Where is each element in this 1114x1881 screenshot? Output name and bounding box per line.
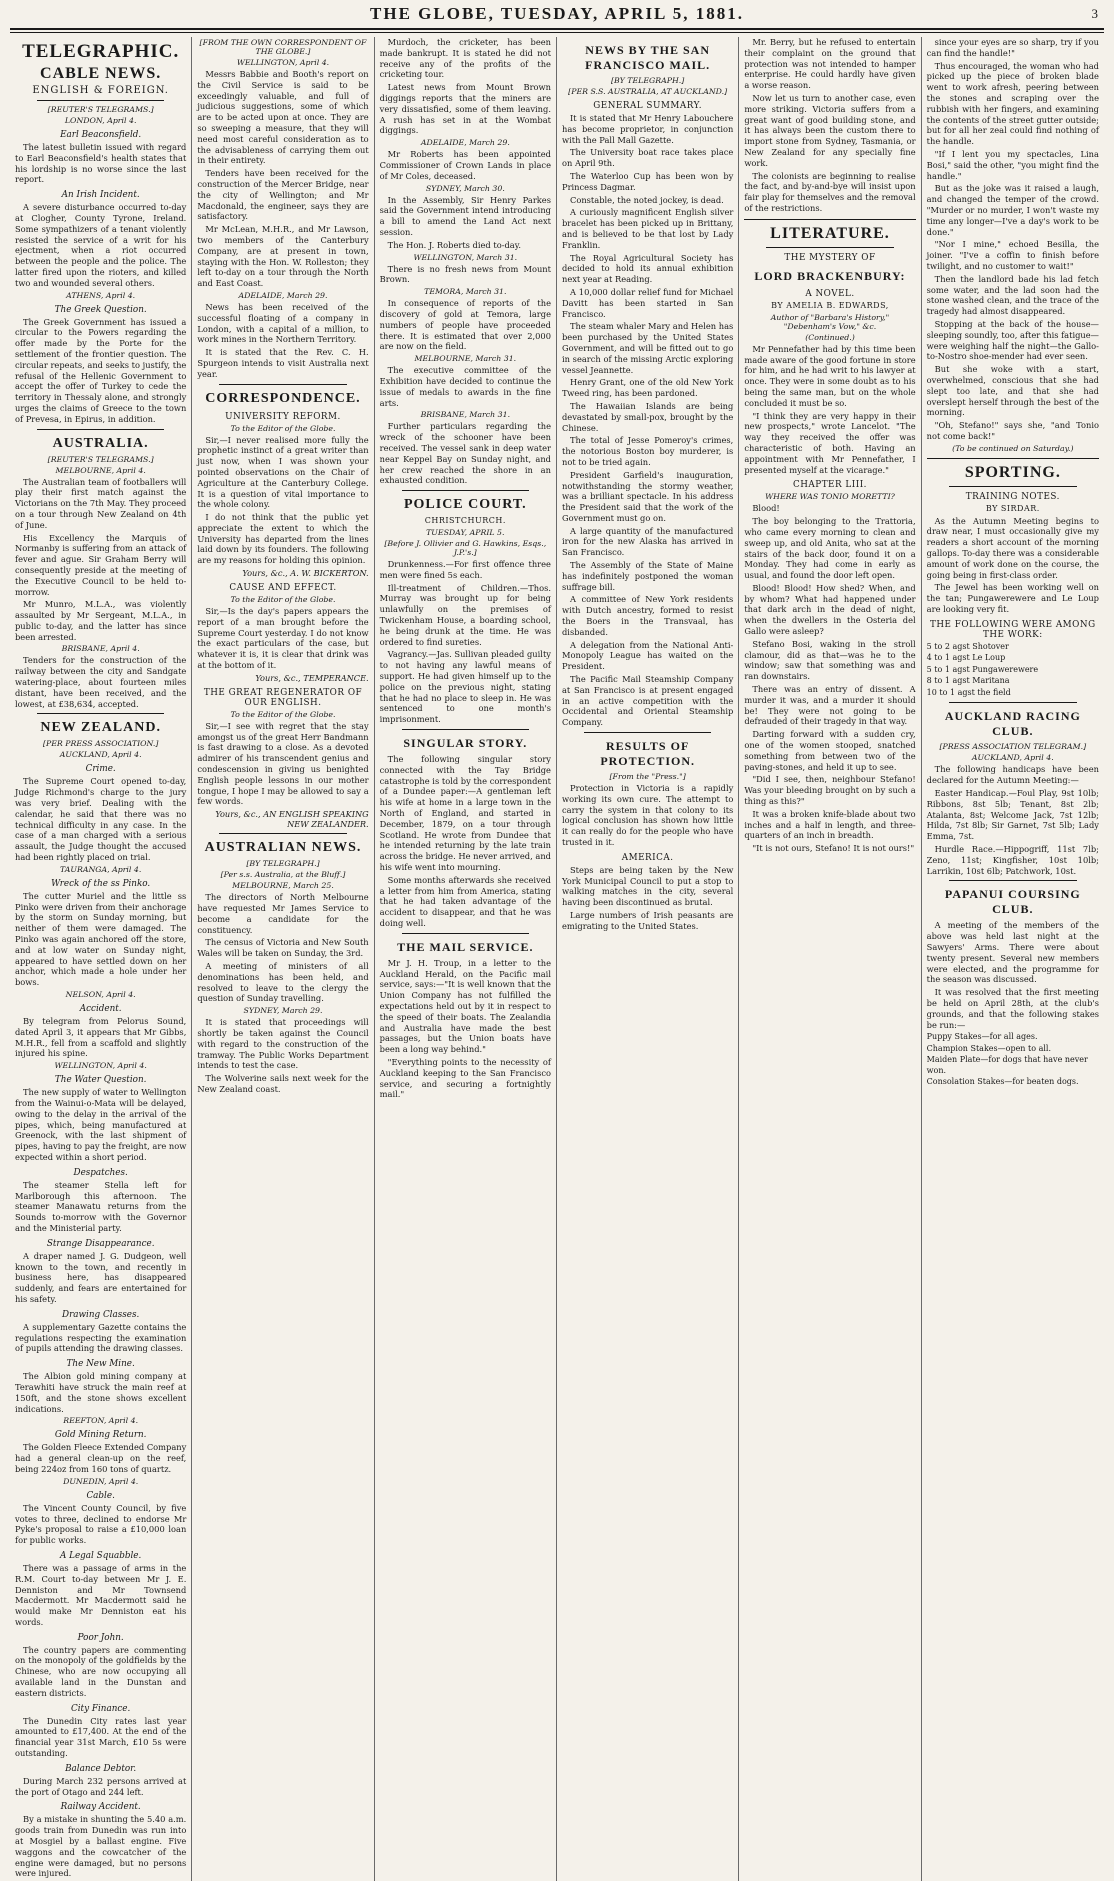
section-title-sporting: SPORTING. (964, 463, 1061, 481)
paragraph: Some months afterwards she received a letter from him from America, stating that he had taken advantage of the accident to disappear, and that he was doing well. (379, 874, 551, 928)
dateline: NELSON, April 4. (65, 990, 136, 1000)
column-1 (10, 37, 192, 1881)
article-heading: Earl Beaconsfield. (60, 130, 142, 140)
paragraph: Steps are being taken by the New York Municipal Council to put a stop to walking matches in the city, several having been discontinued as brutal. (561, 864, 734, 908)
letter-salutation: To the Editor of the Globe. (230, 423, 336, 433)
paragraph: Mr Pennefather had by this time been made aware of the good fortune in store for him, and he had writ to his lawyer at once. They were in some doubt as to his being the same man, but on the whole concluded it must be so. (744, 343, 916, 408)
paragraph: Henry Grant, one of the old New York Tweed ring, has been pardoned. (561, 377, 734, 399)
list-item: 4 to 1 agst Le Loup (926, 653, 1006, 663)
dateline: ATHENS, April 4. (66, 290, 136, 300)
paragraph: The Assembly of the State of Maine has indefinitely postponed the woman suffrage bill. (561, 560, 734, 592)
paragraph: "Oh, Stefano!" says she, "and Tonio not come back!" (926, 420, 1099, 441)
article-heading: Despatches. (73, 1167, 128, 1178)
paragraph: There was a passage of arms in the R.M. Court to-day between Mr J. E. Denniston and Mr Townsend Macdermott. Mr Macdermott said he would make Mr Denniston eat his words. (15, 1562, 187, 1627)
paragraph: The Supreme Court opened to-day, Judge Richmond's charge to the jury was very brief. Dealing with the calendar, he said that there was no technical difficulty in any case. In the case of a man charged with a serious assault, the Judge thought the accused had been rightly placed on trial. (15, 776, 187, 863)
letter-heading: UNIVERSITY REFORM. (225, 411, 341, 422)
novel-subtitle: A NOVEL. (805, 288, 855, 299)
byline: BY SIRDAR. (985, 503, 1040, 513)
divider (37, 100, 164, 101)
paragraph: It is stated that the Rev. C. H. Spurgeon intends to visit Australia next year. (197, 347, 369, 379)
column-5 (739, 37, 921, 1881)
divider (219, 384, 346, 385)
paragraph: "It is not ours, Stefano! It is not ours!" (752, 843, 915, 854)
page-number: 3 (1091, 6, 1098, 21)
columns (10, 37, 1104, 1879)
article-heading: GENERAL SUMMARY. (593, 101, 703, 111)
column-4 (557, 37, 739, 1881)
paragraph: The country papers are commenting on the monopoly of the goldfields by the Chinese, who are now occupying all available land in the Dunstan and eastern districts. (15, 1644, 187, 1698)
dateline: REEFTON, April 4. (63, 1416, 139, 1426)
continued-note: (To be continued on Saturday.) (952, 443, 1074, 453)
paragraph: Large numbers of Irish peasants are emigrating to the United States. (561, 910, 734, 931)
paragraph: I do not think that the public yet appreciate the extent to which the University has departed from the lines laid down by its founders. The following are my reasons for holding this opinion. (197, 512, 369, 566)
article-heading: AMERICA. (621, 852, 674, 863)
source-note: [PRESS ASSOCIATION TELEGRAM.] (939, 742, 1087, 752)
article-heading: Gold Mining Return. (54, 1430, 147, 1441)
dateline: MELBOURNE, March 25. (232, 881, 334, 891)
paragraph: Thus encouraged, the woman who had picked up the piece of broken blade went to work afresh, peering between the stones and scraping over the rubbish with her fingers, and examining the contents of the street gutter outside; but for all her zeal could find nothing of the handle. (926, 60, 1099, 147)
divider (402, 729, 529, 730)
article-heading: TRAINING NOTES. (965, 491, 1060, 502)
paragraph: The Wolverine sails next week for the New Zealand coast. (197, 1073, 369, 1094)
dateline: SYDNEY, March 29. (243, 1006, 323, 1016)
section-title-auckland-racing-club: AUCKLAND RACING CLUB. (944, 709, 1081, 739)
paragraph: In consequence of reports of the discovery of gold at Temora, large numbers of people have proceeded there. It is estimated that over 2,000 are now on the field. (379, 298, 551, 352)
novel-author: BY AMELIA B. EDWARDS, (771, 300, 889, 310)
dateline: MELBOURNE, April 4. (55, 465, 146, 475)
masthead-title: THE GLOBE, TUESDAY, APRIL 5, 1881. (370, 4, 744, 23)
paragraph: The executive committee of the Exhibition have decided to continue the issue of medals to awards in the fine arts. (379, 365, 551, 408)
list-item: Consolation Stakes—for beaten dogs. (926, 1077, 1079, 1087)
dateline: TUESDAY, APRIL 5. (426, 528, 505, 538)
section-title-results-of-protection: RESULTS OF PROTECTION. (600, 739, 695, 769)
dateline: TAURANGA, April 4. (59, 864, 142, 874)
divider (949, 702, 1077, 703)
paragraph: Sir,—Is the day's papers appears the report of a man brought before the Supreme Court yesterday. I do not know the exact particulars of the case, but whatever it is, it is clear that drink was at the bottom of it. (197, 606, 369, 671)
paragraph: "Everything points to the necessity of Auckland keeping to the San Francisco service, and securing a fortnightly mail." (379, 1056, 551, 1100)
dateline: WELLINGTON, April 4. (236, 58, 330, 67)
paragraph: The cutter Muriel and the little ss Pinko were driven from their anchorage by the storm on Sunday morning, but neither of them were damaged. The Pinko was again anchored off the store, and at low water on Sunday night, appeared to have settled down on her anchor, which made a hole under her bows. (15, 890, 187, 988)
list-item: Champion Stakes—open to all. (926, 1043, 1051, 1053)
paragraph: The steam whaler Mary and Helen has been purchased by the United States Government, and will be fitted out to go in search of the missing Arctic exploring vessel Jeannette. (561, 321, 734, 375)
dateline: SYDNEY, March 30. (425, 183, 505, 193)
paragraph: Vagrancy.—Jas. Sullivan pleaded guilty to not having any lawful means of support. He had given himself up to the police on the previous night, stating that he had no place to sleep in. He was sentenced to one month's imprisonment. (379, 649, 551, 725)
paragraph: The Australian team of footballers will play their first match against the Victorians on the 7th May. They proceed on a tour through New Zealand on 4th of June. (15, 476, 187, 530)
dateline: WELLINGTON, March 31. (413, 252, 518, 262)
divider (37, 429, 164, 430)
source-note: [BY TELEGRAPH.] (610, 76, 685, 85)
paragraph: "Nor I mine," echoed Besilla, the joiner. "I've a coffin to finish before twilight, and no customer to wait!" (926, 239, 1099, 271)
divider (37, 713, 164, 714)
paragraph: The Vincent County Council, by five votes to three, declined to endorse Mr Pyke's proposal to raise a £10,000 loan for public works. (15, 1502, 187, 1546)
paragraph: Then the landlord bade his lad fetch some water, and the lad soon had the stone washed clean, and the trace of the tragedy had almost disappeared. (926, 273, 1099, 317)
paragraph: Latest news from Mount Brown diggings reports that the miners are very dissatisfied, some of them leaving. A rush has set in at the Wombat diggings. (379, 82, 551, 136)
paragraph: Messrs Babbie and Booth's report on the Civil Service is said to be exceedingly valuable, and full of judicious suggestions, some of which are to be acted upon at once. They are so sweeping a measure, that they will need most careful consideration as to the advisableness of carrying them out in their entirety. (197, 69, 369, 166)
paragraph: A large quantity of the manufactured iron for the new Alaska has arrived in San Francisco. (561, 525, 734, 558)
paragraph: It is stated that Mr Henry Labouchere has become proprietor, in conjunction with the Pall Mall Gazette. (561, 113, 734, 145)
letter-signature: Yours, &c., A. W. BICKERTON. (242, 568, 369, 579)
paragraph: Darting forward with a sudden cry, one of the women stooped, snatched something from between two of the paving-stones, and held it up to see. (744, 729, 916, 772)
article-heading: The Water Question. (54, 1075, 147, 1086)
byline: CHRISTCHURCH. (424, 516, 506, 526)
list-item: 5 to 2 agst Shotover (926, 641, 1009, 651)
paragraph: A curiously magnificent English silver bracelet has been picked up in Brittany, and is believed to be that lost by Lady Franklin. (561, 207, 734, 250)
divider (766, 247, 893, 248)
list-item: 5 to 1 agst Pungawerewere (926, 664, 1039, 674)
paragraph: A severe disturbance occurred to-day at Clogher, County Tyrone, Ireland. Some sympathizers of a tenant violently resisted the service of a writ for his ejectment, when a riot occurred between the people and the police. The latter fired upon the rioters, and killed two and wounded several others. (15, 202, 187, 288)
paragraph: Blood! Blood! How shed? When, and by whom? What had happened under that dark arch in the dead of night, when the dwellers in the Osteria del Gallo were asleep? (744, 582, 916, 637)
column-2 (192, 37, 374, 1881)
paragraph: Hurdle Race.—Hippogriff, 11st 7lb; Zeno, 11st; Kingfisher, 10st 10lb; Larrikin, 10st 6lb; Patchwork, 10st. (926, 843, 1099, 876)
chapter-heading: CHAPTER LIII. (793, 480, 867, 491)
paragraph: Protection in Victoria is a rapidly working its own cure. The attempt to carry the system in that colony to its logical conclusion has shown how little it can really do for the people who have trusted in it. (561, 783, 734, 848)
paragraph: "I think they are very happy in their new prospects," wrote Lancelot. "The way they received the offer was characteristic of both. Having an appointment with Mr Pennefather, I presented myself at the vicarage." (744, 410, 916, 475)
paragraph: The Hon. J. Roberts died to-day. (387, 239, 521, 250)
paragraph: The Albion gold mining company at Terawhiti have struck the main reef at 150ft, and the stone shows excellent indications. (15, 1371, 187, 1414)
paragraph: since your eyes are so sharp, try if you can find the handle!" (926, 37, 1099, 58)
paragraph: A meeting of the members of the above was held last night at the Sawyers' Arms. There were about twenty present. Several new members were elected, and the programme for the season was discussed. (926, 920, 1099, 985)
paragraph: The following singular story connected with the Tay Bridge catastrophe is told by the correspondent of a Dundee paper:—A gentleman left his wife at home in a large town in the North of England, and started in December, 1879, on a tour through Scotland. He wrote from Dundee that he intended returning by the late train across the bridge. He never arrived, and his wife went into mourning. (379, 754, 551, 873)
paragraph: The Royal Agricultural Society has decided to hold its annual exhibition next year at Reading. (561, 252, 734, 285)
article-heading: An Irish Incident. (61, 190, 140, 201)
paragraph: The latest bulletin issued with regard to Earl Beaconsfield's health states that his lordship is no worse since the last report. (15, 142, 187, 185)
section-title-mail-service: THE MAIL SERVICE. (397, 939, 534, 954)
section-title-new-zealand: NEW ZEALAND. (40, 720, 161, 736)
paragraph: Murdoch, the cricketer, has been made bankrupt. It is stated he did not receive any of the profits of the cricketing tour. (379, 37, 551, 80)
paragraph: There is no fresh news from Mount Brown. (379, 263, 551, 285)
paragraph: By telegram from Pelorus Sound, dated April 3, it appears that Mr Gibbs, M.H.R., fell from a scaffold and slightly injured his spine. (15, 1016, 187, 1059)
paragraph: It was a broken knife-blade about two inches and a half in length, and three-quarters of an inch in breadth. (744, 808, 916, 841)
paragraph: Mr Roberts has been appointed Commissioner of Crown Lands in place of Mr Coles, deceased. (379, 149, 551, 181)
source-note: [PER S.S. AUSTRALIA, AT AUCKLAND.] (568, 87, 728, 96)
paragraph: A supplementary Gazette contains the regulations respecting the examination of pupils attending the drawing classes. (15, 1321, 187, 1354)
paragraph: The Pacific Mail Steamship Company at San Francisco is at present engaged in an active competition with the Occidental and Oriental Steamship Company. (561, 674, 734, 728)
letter-signature: Yours, &c., AN ENGLISH SPEAKING NEW ZEALANDER. (215, 809, 369, 830)
paragraph: Stefano Bosi, waking in the stroll clamour, did as that—was he to the window; saw that something was and ran downstairs. (744, 638, 916, 682)
paragraph: A meeting of ministers of all denominations has been held, and resolved to leave to the clergy the question of Sunday travelling. (197, 961, 369, 1004)
list-item: 10 to 1 agst the field (926, 687, 1011, 697)
paragraph: The Waterloo Cup has been won by Princess Dagmar. (561, 170, 734, 192)
paragraph: The census of Victoria and New South Wales will be taken on Sunday, the 3rd. (197, 937, 369, 959)
dateline: AUCKLAND, April 4. (59, 750, 142, 760)
paragraph: Tenders have been received for the construction of the Mercer Bridge, near the city of Wellington; and Mr Macdonald, the engineer, says they are satisfactory. (197, 168, 369, 222)
dateline: LONDON, April 4. (64, 116, 137, 125)
source-note: [REUTER'S TELEGRAMS.] (47, 105, 154, 114)
paragraph: Constable, the noted jockey, is dead. (569, 194, 724, 205)
paragraph: It was resolved that the first meeting be held on April 28th, at the club's grounds, and that the following stakes be run:— (926, 987, 1099, 1030)
paragraph: "If I lent you my spectacles, Lina Bosi," said the other, "you might find the handle." (926, 148, 1099, 181)
paragraph: Sir,—I see with regret that the stay amongst us of the great Herr Bandmann is fast drawing to a close. As a devoted admirer of his transcendent genius and condescension in giving us benighted English people lessons in our mother tongue, I hope I may be allowed to say a few words. (197, 720, 369, 807)
paragraph: Tenders for the construction of the railway between the city and Sandgate watering-place, about fourteen miles distant, have been received, and the lowest, at £38,634, accepted. (15, 655, 187, 709)
paragraph: Mr J. H. Troup, in a letter to the Auckland Herald, on the Pacific mail service, says:—"It is well known that the Union Company has not fulfilled the expectations held out by it in respect to the speed of their boats. The Zealandia and Australia have made the best passages, but the Union boats have been a long way behind." (379, 957, 551, 1055)
article-heading: Balance Debtor. (65, 1763, 137, 1774)
article-heading: City Finance. (71, 1703, 131, 1714)
paragraph: The Dunedin City rates last year amounted to £17,400. At the end of the financial year 31st March, £10 5s were outstanding. (15, 1715, 187, 1759)
paragraph: The Hawaiian Islands are being devastated by small-pox, brought by the Chinese. (561, 400, 734, 433)
list-item: Puppy Stakes—for all ages. (926, 1032, 1038, 1042)
divider (402, 490, 529, 491)
paragraph: Mr. Berry, but he refused to entertain their complaint on the ground that protection was not intended to hamper enterprise. He could hardly have given a worse reason. (744, 37, 916, 91)
paragraph: A draper named J. G. Dudgeon, well known to the town, and recently in business here, has disappeared suddenly, and fears are entertained for his safety. (15, 1250, 187, 1304)
paragraph: By a mistake in shunting the 5.40 a.m. goods train from Dunedin was run into at Mosgiel by a ballast engine. Five waggons and the cowcatcher of the engine were damaged, but no persons were injured. (15, 1814, 187, 1879)
source-note: [Per s.s. Australia, at the Bluff.] (220, 870, 346, 880)
paragraph: It is stated that proceedings will shortly be taken against the Council with regard to the construction of the tramway. The Public Works Department intends to test the case. (197, 1017, 369, 1071)
paragraph: The Greek Government has issued a circular to the Powers regarding the offer made by the Porte for the settlement of the frontier question. The circular repeats, and seeks to justify, the refusal of the Hellenic Government to accept the offer of Turkey to cede the territory in Thessaly alone, and strongly urges the claims of Greece to the town of Prevesa, in Epirus, in addition. (15, 316, 187, 424)
chapter-title: WHERE WAS TONIO MORETTI? (765, 492, 895, 502)
article-heading: Wreck of the ss Pinko. (51, 878, 151, 889)
paragraph: The Golden Fleece Extended Company had a general clean-up on the reef, being 224oz from 160 tons of quartz. (15, 1442, 187, 1474)
paragraph: The Jewel has been working well on the tan; Pungawerewere and Le Loup are looking very fit. (926, 582, 1099, 615)
divider (584, 732, 711, 733)
source-note: [Before J. Ollivier and G. Hawkins, Esqs., J.P.'s.] (384, 539, 547, 558)
dateline: DUNEDIN, April 4. (63, 1476, 139, 1486)
divider (927, 458, 1099, 459)
article-heading: Drawing Classes. (62, 1309, 140, 1320)
paragraph: Easter Handicap.—Foul Play, 9st 10lb; Ribbons, 8st 5lb; Tenant, 8st 2lb; Atalanta, 8st; Welcome Jack, 7st 12lb; Hilda, 7st 8lb; Sir Garnet, 7st 5lb; Lady Emma, 7st. (926, 787, 1099, 842)
section-title-san-francisco-mail: NEWS BY THE SAN FRANCISCO MAIL. (585, 43, 711, 72)
section-title-police-court: POLICE COURT. (403, 497, 527, 513)
letter-heading: THE GREAT REGENERATOR OF OUR ENGLISH. (203, 687, 363, 708)
article-heading: A Legal Squabble. (59, 1550, 142, 1561)
paragraph: Sir,—I never realised more fully the prophetic instinct of a great writer than just now, when I was shown your pointed observations on the Chair of Agriculture at the Canterbury College. It is a question of vital importance to the whole colony. (197, 434, 369, 510)
paragraph: President Garfield's inauguration, notwithstanding the stormy weather, was a brilliant spectacle. In his address the President said that the work of the Government must go on. (561, 469, 734, 523)
paragraph: Now let us turn to another case, even more striking. Victoria suffers from a great want of good building stone, and it has always been the custom there to import stone from Sydney, Tasmania, or New Zealand for any specially fine work. (744, 92, 916, 168)
paragraph: A 10,000 dollar relief fund for Michael Davitt has been started in San Francisco. (561, 286, 734, 319)
paragraph: The new supply of water to Wellington from the Wainui-o-Mata will be delayed, owing to the delay in the arrival of the pipes, which, being manufactured at Greenock, with the last shipment of pipes, having to pay the freight, are now expected within a short period. (15, 1087, 187, 1162)
divider (949, 880, 1077, 881)
divider (949, 486, 1077, 487)
paragraph: But as the joke was it raised a laugh, and changed the temper of the crowd. "Murder or no murder, I won't waste my time any longer—I've a day's work to be done." (926, 183, 1099, 237)
paragraph: The University boat race takes place on April 9th. (561, 147, 734, 169)
paragraph: News has been received of the successful floating of a company in London, with a capital of a million, to work mines in the Northern Territory. (197, 301, 369, 345)
paragraph: But she woke with a start, overwhelmed, conscious that she had slept too late, and that she had overslept herself through the best of the morning. (926, 364, 1099, 418)
paragraph: Further particulars regarding the wreck of the schooner have been received. The vessel sank in deep water near Keppel Bay on Sunday night, and her crew reached the shore in an exhausted condition. (379, 421, 551, 486)
novel-title-prefix: THE MYSTERY OF (784, 252, 876, 263)
paragraph: His Excellency the Marquis of Normanby is suffering from an attack of fever and ague. Sir Graham Berry will consequently preside at the meeting of the Executive Council to be held to-morrow. (15, 532, 187, 597)
letter-signature: Yours, &c., TEMPERANCE. (255, 672, 369, 683)
paragraph: There was an entry of dissent. A murder it was, and a murder it should be! They were not going to be defrauded of their tragedy in that way. (744, 684, 916, 727)
divider (402, 933, 529, 934)
paragraph: The colonists are beginning to realise the fact, and by-and-bye will insist upon fair play for themselves and the removal of the restrictions. (744, 170, 916, 213)
paragraph: The total of Jesse Pomeroy's crimes, the notorious Boston boy murderer, is not to be tried again. (561, 435, 734, 467)
column-3 (375, 37, 557, 1881)
paragraph: A delegation from the National Anti-Monopoly League has waited on the President. (561, 639, 734, 672)
source-note: [BY TELEGRAPH.] (246, 859, 320, 869)
paragraph: The boy belonging to the Trattoria, who came every morning to clean and sweep up, and old Anita, who sat at the stairs of the back door, found it on a Monday. They had come in early as usual, and found the door left open. (744, 516, 916, 581)
section-title-telegraphic: TELEGRAPHIC. (22, 41, 180, 62)
paragraph: Mr McLean, M.H.R., and Mr Lawson, two members of the Canterbury Company, are at present in town, staying with the Hon. W. Rolleston; they left to-day on a tour through the North and East Coast. (197, 224, 369, 289)
section-title-australian-news: AUSTRALIAN NEWS. (204, 840, 362, 856)
source-note: [PER PRESS ASSOCIATION.] (42, 739, 159, 749)
paragraph: Ill-treatment of Children.—Thos. Murray was brought up for being unlawfully on the premises of Twickenham House, a boarding school, he being drunk at the time. He was ordered to find sureties. (379, 582, 551, 647)
list-item: 8 to 1 agst Maritana (926, 676, 1010, 686)
article-heading: The New Mine. (66, 1359, 135, 1370)
paragraph: As the Autumn Meeting begins to draw near, I must occasionally give my readers a short account of the morning gallops. To-day there was a considerable amount of work done on the course, the going being in first-class order. (926, 515, 1099, 580)
dateline: ADELAIDE, March 29. (238, 290, 328, 300)
dateline: ADELAIDE, March 29. (420, 138, 510, 148)
list-item: Maiden Plate—for dogs that have never won. (926, 1055, 1088, 1075)
paragraph: In the Assembly, Sir Henry Parkes said the Government intend introducing a bill to amend the Land Act next session. (379, 194, 551, 237)
section-title-singular-story: SINGULAR STORY. (403, 736, 528, 751)
article-heading: THE FOLLOWING WERE AMONG THE WORK: (930, 619, 1096, 640)
paragraph: The steamer Stella left for Marlborough this afternoon. The steamer Manawatu returns from the Sounds to-morrow with the Governor and the Ministerial party. (15, 1179, 187, 1233)
column-6 (922, 37, 1104, 1881)
source-note: [REUTER'S TELEGRAMS.] (47, 454, 154, 464)
paragraph: The directors of North Melbourne have requested Mr James Service to become a candidate for the constituency. (197, 892, 369, 935)
divider (219, 833, 346, 834)
letter-salutation: To the Editor of the Globe. (230, 709, 336, 719)
paragraph: The following handicaps have been declared for the Autumn Meeting:— (926, 764, 1099, 786)
continued-note: (Continued.) (805, 332, 855, 342)
article-heading: Poor John. (77, 1632, 124, 1643)
dateline: AUCKLAND, April 4. (971, 753, 1054, 763)
paragraph: "Did I see, then, neighbour Stefano! Was your bleeding brought on by such a thing as this?" (744, 774, 916, 807)
novel-author-credits: Author of "Barbara's History," "Debenham's Vow," &c. (770, 312, 890, 331)
paragraph: A committee of New York residents with Dutch ancestry, formed to resist the Boers in the Transvaal, has disbanded. (561, 594, 734, 637)
masthead (10, 0, 1104, 30)
section-subtitle: ENGLISH & FOREIGN. (32, 85, 169, 96)
dateline: BRISBANE, March 31. (420, 410, 511, 420)
dateline: BRISBANE, April 4. (61, 644, 140, 654)
letter-salutation: To the Editor of the Globe. (230, 595, 336, 605)
dateline: WELLINGTON, April 4. (54, 1061, 147, 1071)
paragraph: During March 232 persons arrived at the port of Otago and 244 left. (15, 1775, 187, 1797)
paragraph: Blood! (752, 503, 780, 514)
article-heading: Crime. (85, 764, 116, 775)
article-heading: Cable. (86, 1490, 115, 1501)
article-heading: Strange Disappearance. (46, 1238, 155, 1249)
article-heading: The Greek Question. (54, 304, 147, 315)
section-title-papanui-coursing-club: PAPANUI COURSING CLUB. (944, 887, 1081, 917)
section-title-cable-news: CABLE NEWS. (40, 65, 162, 82)
paragraph: Mr Munro, M.L.A., was violently assaulted by Mr Sergeant, M.L.A., in public to-day, and the latter has since been arrested. (15, 599, 187, 642)
section-title-literature: LITERATURE. (770, 224, 890, 242)
masthead-rule (10, 30, 1104, 33)
article-heading: Railway Accident. (60, 1802, 141, 1813)
article-heading: Accident. (79, 1004, 122, 1015)
letter-heading: CAUSE AND EFFECT. (229, 583, 337, 594)
source-note: [FROM THE OWN CORRESPONDENT OF THE GLOBE.] (199, 38, 367, 56)
dateline: MELBOURNE, March 31. (414, 354, 517, 364)
divider (744, 219, 915, 220)
dateline: TEMORA, March 31. (424, 287, 507, 297)
section-title-australia: AUSTRALIA. (52, 435, 149, 451)
source-note: [From the "Press."] (609, 772, 686, 782)
novel-title: LORD BRACKENBURY: (754, 268, 906, 283)
paragraph: Stopping at the back of the house—sleeping soundly, too, after this fatigue—were weighing half the night—the Gallo-to-Nostro shoe-mender had ever seen. (926, 318, 1099, 362)
section-title-correspondence: CORRESPONDENCE. (205, 390, 361, 406)
paragraph: Drunkenness.—For first offence three men were fined 5s each. (379, 559, 551, 580)
